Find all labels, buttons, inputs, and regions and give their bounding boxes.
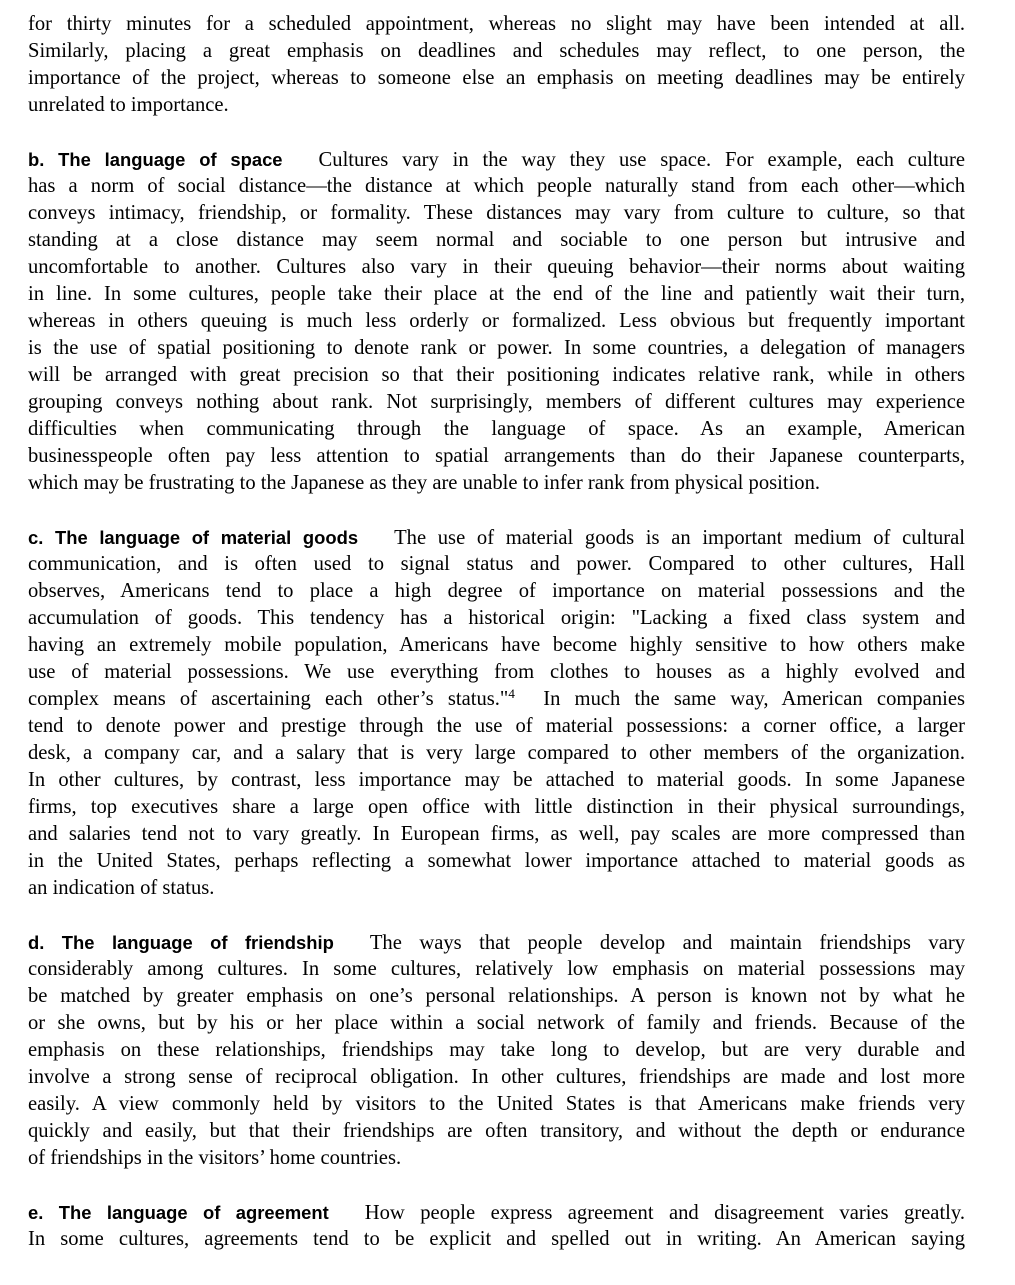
text-line [28,443,965,470]
text-line [28,983,965,1010]
section-heading: d. The language of friendship [28,932,334,953]
section-heading: e. The language of agreement [28,1202,329,1223]
text-line [28,1064,965,1091]
line-text: conveys intimacy, friendship, or formality. These distances may vary from culture to culture, so that [28,202,965,224]
line-text: businesspeople often pay less attention to spatial arrangements than do their Japanese counterparts, [28,445,965,467]
text-line [28,200,965,227]
text-line [28,551,965,578]
line-text: desk, a company car, and a salary that is very large compared to other members of the organization. [28,742,965,764]
text-line [28,173,965,200]
line-text: tend to denote power and prestige through the use of material possessions: a corner office, a larger [28,715,965,737]
line-text: or she owns, but by his or her place within a social network of family and friends. Because of the [28,1012,965,1034]
line-text: use of material possessions. We use everything from clothes to houses as a highly evolved and [28,661,965,683]
line-text: considerably among cultures. In some cultures, relatively low emphasis on material possessions may [28,958,965,980]
text-line [28,146,965,173]
text-line [28,875,965,902]
section-heading: c. The language of material goods [28,527,359,548]
line-text: standing at a close distance may seem normal and sociable to one person but intrusive and [28,229,965,251]
footnote-reference: 4 [508,686,515,701]
text-segment: In much the same way, American companies [514,688,965,710]
text-line [28,1010,965,1037]
line-text: is the use of spatial positioning to denote rank or power. In some countries, a delegation of managers [28,337,965,359]
text-line [28,254,965,281]
section-paragraph [28,524,965,902]
text-line [28,821,965,848]
text-line [28,38,965,65]
text-line [28,686,965,713]
line-text: easily. A view commonly held by visitors to the United States is that Americans make friends very [28,1093,965,1115]
text-line [28,956,965,983]
line-text: Cultures vary in the way they use space. For example, each culture [318,149,965,171]
paragraph-continued [28,11,965,119]
text-line [28,1091,965,1118]
line-text: of friendships in the visitors’ home countries. [28,1147,402,1169]
text-line [28,416,965,443]
line-text: In some cultures, agreements tend to be explicit and spelled out in writing. An American saying [28,1228,965,1250]
line-text: emphasis on these relationships, friendships may take long to develop, but are very durable and [28,1039,965,1061]
text-line [28,713,965,740]
line-text: has a norm of social distance—the distance at which people naturally stand from each other—which [28,175,965,197]
text-line [28,470,965,497]
text-line [28,848,965,875]
text-line [28,227,965,254]
line-text: unrelated to importance. [28,94,229,116]
line-text: The ways that people develop and maintain friendships vary [369,932,965,954]
line-text: involve a strong sense of reciprocal obligation. In other cultures, friendships are made and lost more [28,1066,965,1088]
line-text: observes, Americans tend to place a high degree of importance on material possessions and the [28,580,965,602]
line-text: having an extremely mobile population, Americans have become highly sensitive to how others make [28,634,965,656]
line-text: grouping conveys nothing about rank. Not surprisingly, members of different cultures may experience [28,391,965,413]
text-line [28,578,965,605]
text-line [28,1199,965,1226]
line-text: Similarly, placing a great emphasis on deadlines and schedules may reflect, to one person, the [28,40,965,62]
document-page [28,11,965,1280]
text-line [28,740,965,767]
line-text: be matched by greater emphasis on one’s personal relationships. A person is known not by what he [28,985,965,1007]
section-paragraph [28,146,965,497]
section-paragraph [28,1199,965,1253]
text-line [28,524,965,551]
text-line [28,1118,965,1145]
text-line [28,92,965,119]
section-paragraph [28,929,965,1172]
text-line [28,659,965,686]
text-line [28,929,965,956]
line-text: In other cultures, by contrast, less importance may be attached to material goods. In some Japanese [28,769,965,791]
line-text: importance of the project, whereas to someone else an emphasis on meeting deadlines may be entirely [28,67,965,89]
line-text: difficulties when communicating through the language of space. As an example, American [28,418,965,440]
line-text: an indication of status. [28,877,215,899]
line-text: accumulation of goods. This tendency has a historical origin: "Lacking a fixed class system and [28,607,965,629]
text-line [28,11,965,38]
line-text: firms, top executives share a large open office with little distinction in their physical surroundings, [28,796,965,818]
text-line [28,794,965,821]
text-line [28,1037,965,1064]
text-segment: complex means of ascertaining each other’s status." [28,688,509,710]
line-text: which may be frustrating to the Japanese as they are unable to infer rank from physical position. [28,472,821,494]
line-text: quickly and easily, but that their friendships are often transitory, and without the depth or endurance [28,1120,965,1142]
line-text: will be arranged with great precision so that their positioning indicates relative rank, while in others [28,364,965,386]
line-text: How people express agreement and disagreement varies greatly. [364,1202,965,1224]
line-text: in the United States, perhaps reflecting a somewhat lower importance attached to material goods as [28,850,965,872]
text-line [28,362,965,389]
line-text: in line. In some cultures, people take their place at the end of the line and patiently wait their turn, [28,283,965,305]
text-line [28,767,965,794]
text-line [28,1145,965,1172]
text-line [28,632,965,659]
text-line [28,65,965,92]
line-text: communication, and is often used to signal status and power. Compared to other cultures, Hall [28,553,965,575]
line-text: and salaries tend not to vary greatly. In European firms, as well, pay scales are more compressed than [28,823,965,845]
text-line [28,335,965,362]
line-text: for thirty minutes for a scheduled appointment, whereas no slight may have been intended at all. [28,13,965,35]
text-line [28,605,965,632]
line-text: The use of material goods is an important medium of cultural [394,527,965,549]
line-text: whereas in others queuing is much less orderly or formalized. Less obvious but frequently important [28,310,965,332]
text-line [28,1226,965,1253]
section-heading: b. The language of space [28,149,283,170]
text-line [28,281,965,308]
line-text: uncomfortable to another. Cultures also vary in their queuing behavior—their norms about waiting [28,256,965,278]
text-line [28,308,965,335]
text-line [28,389,965,416]
